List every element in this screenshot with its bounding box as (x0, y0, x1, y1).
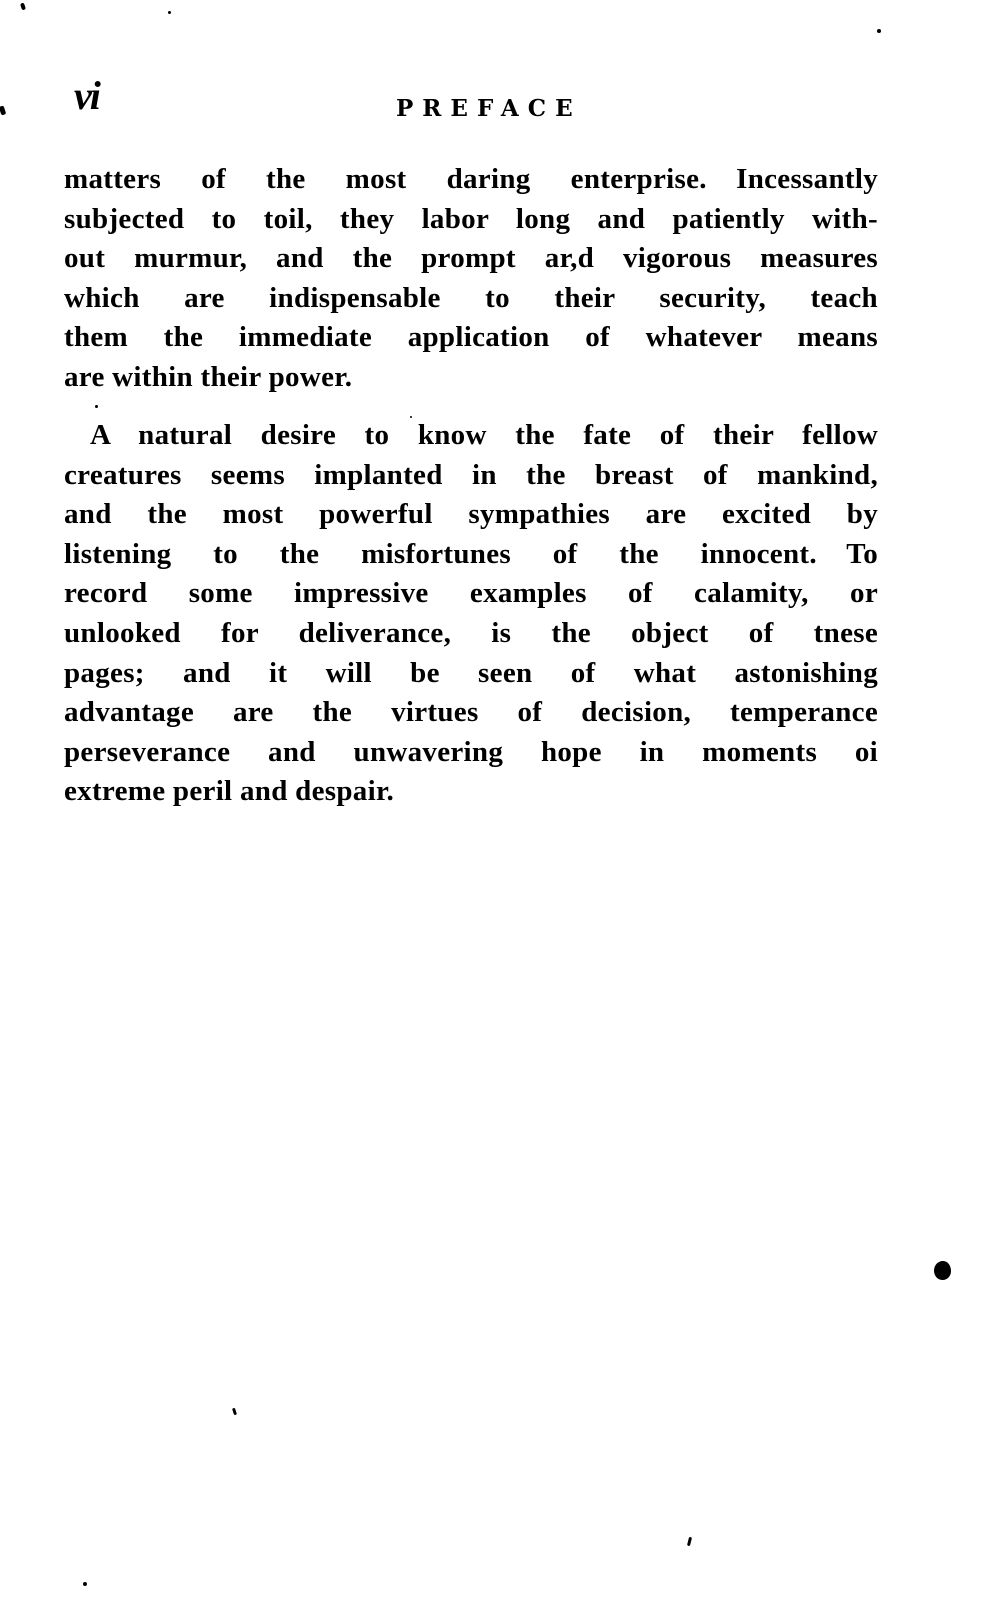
ink-speck (168, 11, 171, 14)
ink-speck (410, 416, 412, 418)
text-line: record some impressive examples of calamity, or (64, 577, 878, 610)
page-number: vi (74, 73, 99, 118)
text-line: pages; and it will be seen of what astonishing (64, 656, 878, 689)
text-line: creatures seems implanted in the breast of mankind, (64, 458, 878, 491)
page-title: PREFACE (396, 95, 582, 122)
paragraph (64, 416, 878, 812)
text-line: subjected to toil, they labor long and patiently with- (64, 202, 878, 235)
ink-blob (934, 1261, 951, 1280)
text-line: perseverance and unwavering hope in moments oi (64, 735, 878, 768)
ink-speck (877, 29, 881, 33)
text-line: listening to the misfortunes of the innocent. To (64, 537, 878, 570)
ink-speck (232, 1408, 237, 1416)
ink-speck (95, 405, 98, 408)
text-line: matters of the most daring enterprise. Incessantly (64, 163, 878, 195)
text-line: out murmur, and the prompt ar,d vigorous measures (64, 242, 878, 275)
text-line: and the most powerful sympathies are excited by (64, 498, 878, 531)
text-line: A natural desire to know the fate of their fellow (90, 419, 878, 451)
text-line: which are indispensable to their security, teach (64, 281, 878, 314)
paragraph (64, 160, 878, 398)
text-line: advantage are the virtues of decision, temperance (64, 696, 878, 729)
text-line: extreme peril and despair. (64, 775, 394, 808)
text-line: unlooked for deliverance, is the object of tnese (64, 616, 878, 649)
ink-speck (20, 3, 26, 11)
ink-speck (0, 105, 6, 115)
text-line: are within their power. (64, 360, 353, 393)
ink-speck (687, 1537, 692, 1546)
ink-speck (83, 1582, 87, 1586)
text-line: them the immediate application of whatever means (64, 321, 878, 354)
